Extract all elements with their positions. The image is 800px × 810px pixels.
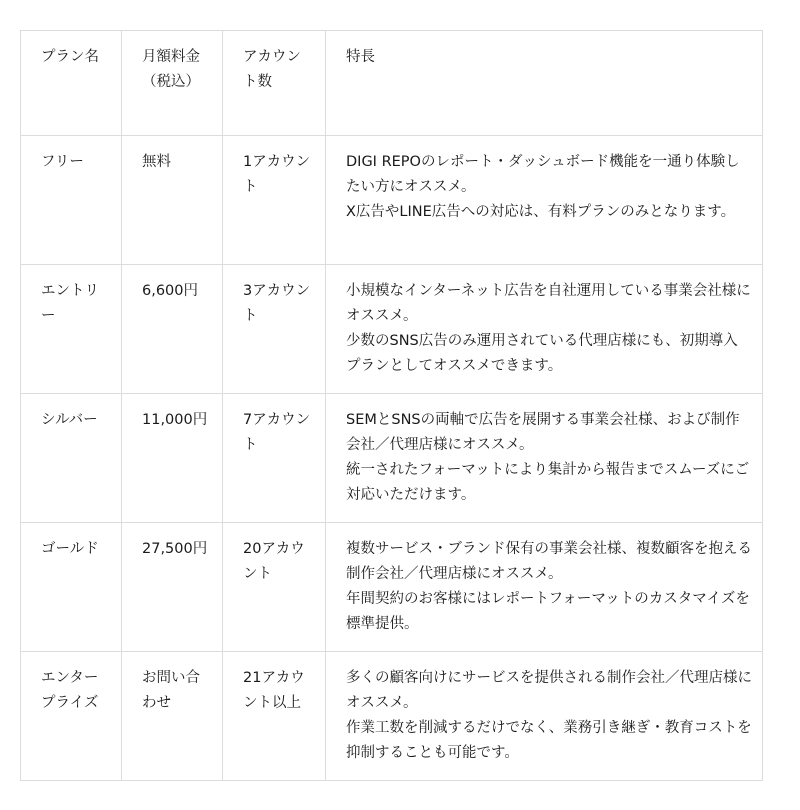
feature-text: 多くの顧客向けにサービスを提供される制作会社／代理店様にオススメ。 xyxy=(346,670,752,711)
features-cell xyxy=(326,136,763,265)
table-row xyxy=(21,394,763,523)
table-row xyxy=(21,652,763,781)
feature-text: 年間契約のお客様にはレポートフォーマットのカスタマイズを標準提供。 xyxy=(346,591,750,632)
feature-text: DIGI REPOのレポート・ダッシュボード機能を一通り体験したい方にオススメ。 xyxy=(346,154,740,195)
feature-text: SEMとSNSの両軸で広告を展開する事業会社様、および制作会社／代理店様にオススメ。 xyxy=(346,412,740,453)
header-account-count: アカウント数 xyxy=(223,31,326,136)
plan-name-cell: エントリー xyxy=(21,265,122,394)
table-header-row xyxy=(21,31,763,136)
table-row xyxy=(21,523,763,652)
feature-text: 作業工数を削減するだけでなく、業務引き継ぎ・教育コストを抑制することも可能です。 xyxy=(346,720,752,761)
feature-text: X広告やLINE広告への対応は、有料プランのみとなります。 xyxy=(346,204,736,220)
feature-text: 複数サービス・ブランド保有の事業会社様、複数顧客を抱える制作会社／代理店様にオススメ。 xyxy=(346,541,752,582)
table-row xyxy=(21,265,763,394)
plan-name-cell: エンタープライズ xyxy=(21,652,122,781)
accounts-cell: 20アカウント xyxy=(223,523,326,652)
accounts-cell: 1アカウント xyxy=(223,136,326,265)
features-cell xyxy=(326,523,763,652)
plan-name-cell: ゴールド xyxy=(21,523,122,652)
accounts-cell: 7アカウント xyxy=(223,394,326,523)
price-cell: 6,600円 xyxy=(122,265,223,394)
header-features: 特長 xyxy=(326,31,763,136)
price-cell: 無料 xyxy=(122,136,223,265)
feature-text: 統一されたフォーマットにより集計から報告までスムーズにご対応いただけます。 xyxy=(346,462,750,503)
price-cell: 27,500円 xyxy=(122,523,223,652)
feature-text: 小規模なインターネット広告を自社運用している事業会社様にオススメ。 xyxy=(346,283,751,324)
pricing-table xyxy=(20,30,763,781)
price-cell: 11,000円 xyxy=(122,394,223,523)
accounts-cell: 3アカウント xyxy=(223,265,326,394)
header-monthly-price: 月額料金（税込） xyxy=(122,31,223,136)
header-plan-name: プラン名 xyxy=(21,31,122,136)
features-cell xyxy=(326,265,763,394)
accounts-cell: 21アカウント以上 xyxy=(223,652,326,781)
table-row xyxy=(21,136,763,265)
plan-name-cell: シルバー xyxy=(21,394,122,523)
features-cell xyxy=(326,394,763,523)
plan-name-cell: フリー xyxy=(21,136,122,265)
features-cell xyxy=(326,652,763,781)
price-cell: お問い合わせ xyxy=(122,652,223,781)
feature-text: 少数のSNS広告のみ運用されている代理店様にも、初期導入プランとしてオススメできます。 xyxy=(346,333,738,374)
